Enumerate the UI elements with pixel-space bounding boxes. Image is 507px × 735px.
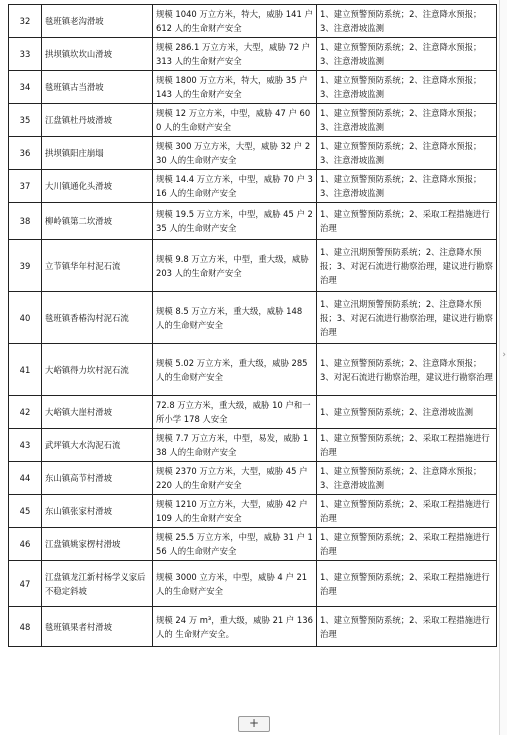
- table-row: [9, 240, 497, 292]
- hazard-description: 规模 25.5 万立方米，中型，威胁 31 户 156 人的生命财产安全: [153, 528, 317, 561]
- row-number: 46: [9, 528, 42, 561]
- hazard-description: 72.8 万立方米，重大级，威胁 10 户和一所小学 178 人安全: [153, 396, 317, 429]
- row-number: 40: [9, 292, 42, 344]
- table-row: [9, 396, 497, 429]
- table-row: [9, 607, 497, 647]
- hazard-name: 立节镇华年村泥石流: [42, 240, 153, 292]
- hazard-description: 规模 300 万立方米，大型，威胁 32 户 230 人的生命财产安全: [153, 137, 317, 170]
- hazard-name: 毯班镇果者村滑坡: [42, 607, 153, 647]
- hazard-name: 东山镇张家村滑坡: [42, 495, 153, 528]
- hazard-description: 规模 24 万 m³，重大级，威胁 21 户 136 人的 生命财产安全。: [153, 607, 317, 647]
- hazard-description: 规模 286.1 万立方米，大型，威胁 72 户 313 人的生命财产安全: [153, 38, 317, 71]
- hazard-name: 毯班镇古当滑坡: [42, 71, 153, 104]
- table-row: [9, 344, 497, 396]
- countermeasures: 1、建立预警预防系统；2、注意降水预报；3、注意滑坡监测: [317, 170, 497, 203]
- row-number: 38: [9, 203, 42, 240]
- hazard-name: 东山镇高节村滑坡: [42, 462, 153, 495]
- row-number: 37: [9, 170, 42, 203]
- countermeasures: 1、建立预警预防系统；2、采取工程措施进行治理: [317, 429, 497, 462]
- row-number: 39: [9, 240, 42, 292]
- hazard-description: 规模 1040 万立方米，特大，威胁 141 户 612 人的生命财产安全: [153, 5, 317, 38]
- hazard-name: 江盘镇杜丹坡滑坡: [42, 104, 153, 137]
- countermeasures: 1、建立预警预防系统；2、采取工程措施进行治理: [317, 203, 497, 240]
- countermeasures: 1、建立预警预防系统；2、采取工程措施进行治理: [317, 561, 497, 607]
- table-row: [9, 203, 497, 240]
- hazard-description: 规模 12 万立方米，中型，威胁 47 户 600 人的生命财产安全: [153, 104, 317, 137]
- hazard-name: 拱坝镇阳庄崩塌: [42, 137, 153, 170]
- row-number: 34: [9, 71, 42, 104]
- hazard-name: 武坪镇大水沟泥石流: [42, 429, 153, 462]
- table-row: [9, 292, 497, 344]
- row-number: 36: [9, 137, 42, 170]
- hazard-description: 规模 9.8 万立方米，中型，重大级，威胁 203 人的生命财产安全: [153, 240, 317, 292]
- countermeasures: 1、建立汛期预警预防系统；2、注意降水预报；3、对泥石流进行勘察治理，建议进行勘察治理: [317, 292, 497, 344]
- hazard-description: 规模 1210 万立方米，大型，威胁 42 户 109 人的生命财产安全: [153, 495, 317, 528]
- countermeasures: 1、建立预警预防系统；2、注意降水预报；3、注意滑坡监测: [317, 5, 497, 38]
- table-row: [9, 137, 497, 170]
- hazard-name: 拱坝镇坎坎山滑坡: [42, 38, 153, 71]
- hazard-table-body: [9, 5, 497, 647]
- table-row: [9, 429, 497, 462]
- hazard-description: 规模 2370 万立方米，大型，威胁 45 户 220 人的生命财产安全: [153, 462, 317, 495]
- table-row: [9, 71, 497, 104]
- hazard-description: 规模 19.5 万立方米，中型，威胁 45 户 235 人的生命财产安全: [153, 203, 317, 240]
- vertical-scrollbar[interactable]: [499, 0, 507, 735]
- hazard-description: 规模 8.5 万立方米，重大级，威胁 148 人的生命财产安全: [153, 292, 317, 344]
- hazard-name: 柳岭镇第二坎滑坡: [42, 203, 153, 240]
- row-number: 41: [9, 344, 42, 396]
- countermeasures: 1、建立预警预防系统；2、注意降水预报；3、对泥石流进行勘察治理，建议进行勘察治理: [317, 344, 497, 396]
- row-number: 42: [9, 396, 42, 429]
- countermeasures: 1、建立预警预防系统；2、采取工程措施进行治理: [317, 495, 497, 528]
- hazard-description: 规模 1800 万立方米，特大，威胁 35 户 143 人的生命财产安全: [153, 71, 317, 104]
- countermeasures: 1、建立预警预防系统；2、采取工程措施进行治理: [317, 607, 497, 647]
- countermeasures: 1、建立预警预防系统；2、注意降水预报；3、注意滑坡监测: [317, 38, 497, 71]
- hazard-description: 规模 5.02 万立方米，重大级，威胁 285 人的生命财产安全: [153, 344, 317, 396]
- hazard-name: 大川镇通化头滑坡: [42, 170, 153, 203]
- countermeasures: 1、建立汛期预警预防系统；2、注意降水预报；3、对泥石流进行勘察治理，建议进行勘察治理: [317, 240, 497, 292]
- row-number: 35: [9, 104, 42, 137]
- add-row-button[interactable]: +: [238, 716, 270, 732]
- table-row: [9, 170, 497, 203]
- hazard-name: 毯班镇老沟滑坡: [42, 5, 153, 38]
- hazard-name: 大峪镇得力坎村泥石流: [42, 344, 153, 396]
- hazard-description: 规模 14.4 万立方米，中型，威胁 70 户 316 人的生命财产安全: [153, 170, 317, 203]
- row-number: 32: [9, 5, 42, 38]
- row-number: 48: [9, 607, 42, 647]
- hazard-name: 江盘镇龙江新村杨学义家后不稳定斜坡: [42, 561, 153, 607]
- countermeasures: 1、建立预警预防系统；2、注意降水预报；3、注意滑坡监测: [317, 71, 497, 104]
- countermeasures: 1、建立预警预防系统；2、注意降水预报；3、注意滑坡监测: [317, 462, 497, 495]
- hazard-description: 规模 3000 立方米，中型，威胁 4 户 21 人的生命财产安全: [153, 561, 317, 607]
- table-row: [9, 561, 497, 607]
- row-number: 44: [9, 462, 42, 495]
- hazard-table: [8, 4, 497, 647]
- row-number: 33: [9, 38, 42, 71]
- hazard-name: 毯班镇香椿沟村泥石流: [42, 292, 153, 344]
- countermeasures: 1、建立预警预防系统；2、注意滑坡监测: [317, 396, 497, 429]
- row-number: 43: [9, 429, 42, 462]
- document-page: [8, 4, 496, 647]
- table-row: [9, 5, 497, 38]
- hazard-description: 规模 7.7 万立方米，中型，易发，威胁 138 人的生命财产安全: [153, 429, 317, 462]
- hazard-name: 大峪镇大崖村滑坡: [42, 396, 153, 429]
- countermeasures: 1、建立预警预防系统；2、注意降水预报；3、注意滑坡监测: [317, 137, 497, 170]
- table-row: [9, 38, 497, 71]
- table-row: [9, 104, 497, 137]
- table-row: [9, 528, 497, 561]
- table-row: [9, 462, 497, 495]
- countermeasures: 1、建立预警预防系统；2、采取工程措施进行治理: [317, 528, 497, 561]
- row-number: 45: [9, 495, 42, 528]
- row-number: 47: [9, 561, 42, 607]
- hazard-name: 江盘镇姚家楞村滑坡: [42, 528, 153, 561]
- countermeasures: 1、建立预警预防系统；2、注意降水预报；3、注意滑坡监测: [317, 104, 497, 137]
- scroll-handle-icon[interactable]: ›: [502, 350, 506, 360]
- table-row: [9, 495, 497, 528]
